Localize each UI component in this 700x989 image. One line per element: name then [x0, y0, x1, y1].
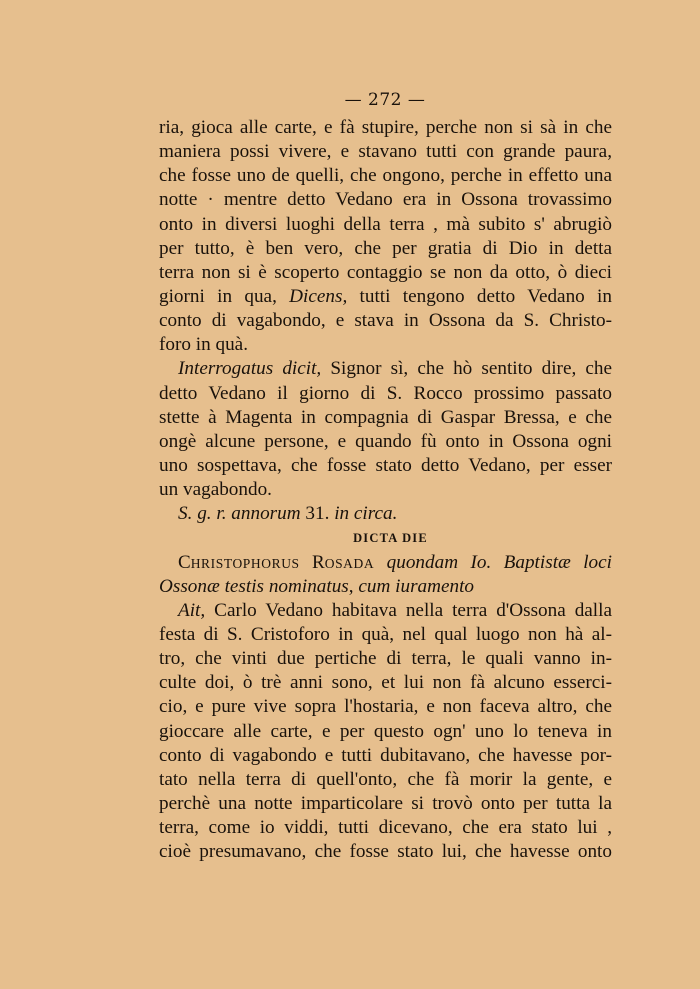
text-line [159, 502, 612, 526]
smallcaps-run: OSADA [324, 555, 375, 571]
italic-run: Ossonæ testis nominatus [159, 575, 349, 597]
italic-run: Interrogatus dicit, [178, 358, 322, 380]
text-line: terra non si è scoperto contaggio se non da otto, ò dieci [159, 261, 612, 283]
italic-run: in circa. [334, 503, 398, 525]
text-line: notte · mentre detto Vedano era in Ossona trovassimo [159, 189, 612, 211]
text-line: cioè presumavano, che fosse stato lui, che havesse onto [159, 841, 612, 863]
text-line: un vagabondo. [159, 479, 272, 501]
text-line: detto Vedano il giorno di S. Rocco prossimo passato [159, 382, 612, 404]
section-heading: DICTA DIE [353, 531, 428, 546]
text-run: giorni in qua, [159, 285, 290, 307]
text-line: terra, come io viddi, tutti dicevano, che era stato lui , [159, 817, 612, 839]
italic-run: cum iuramento [358, 575, 475, 597]
smallcaps-initial: R [299, 551, 325, 573]
text-line: per tutto, è ben vero, che per gratia di Dio in detta [159, 237, 612, 259]
text-line: gioccare alle carte, e per questo ogn' uno lo teneva in [159, 720, 612, 742]
text-line [159, 575, 612, 599]
smallcaps-initial: C [178, 551, 191, 573]
text-line: foro in quà. [159, 334, 248, 356]
text-line: ongè alcune persone, e quando fù onto in Ossona ogni [159, 430, 612, 452]
smallcaps-run: HRISTOPHORUS [190, 555, 300, 571]
italic-run: S. g. r. annorum [178, 503, 301, 525]
text-line: onto in diversi luoghi della terra , mà subito s' abrugiò [159, 213, 612, 235]
text-line: ria, gioca alle carte, e fà stupire, perche non si sà in che [159, 117, 612, 138]
text-run: Carlo Vedano habitava nella terra d'Ossona dalla [205, 599, 612, 621]
text-line: festa di S. Cristoforo in quà, nel qual luogo non hà al- [159, 623, 612, 645]
text-line: maniera possi vivere, e stavano tutti con grande paura, [159, 141, 612, 163]
italic-run: Ait, [178, 599, 206, 621]
text-line [159, 599, 612, 623]
text-line: tro, che vinti due pertiche di terra, le quali vanno in- [159, 648, 612, 670]
text-line: che fosse uno de quelli, che ongono, perche in effetto una [159, 165, 612, 187]
text-run: tutti tengono detto Vedano in [347, 285, 612, 307]
text-line: cio, e pure vive sopra l'hostaria, e non faceva altro, che [159, 696, 612, 718]
text-line [159, 285, 612, 309]
text-line: stette à Magenta in compagnia di Gaspar Bressa, e che [159, 406, 612, 428]
text-run: , [348, 575, 359, 597]
text-line: conto di vagabondo e tutti dubitavano, che havesse por- [159, 744, 612, 766]
text-line: tato nella terra di quell'onto, che fà morir la gente, e [159, 768, 612, 790]
text-line [159, 551, 612, 575]
text-run: 31. [300, 503, 335, 525]
italic-run: Dicens, [289, 285, 348, 307]
text-run: Signor sì, che hò sentito dire, che [321, 358, 612, 380]
page-number: — 272 — [344, 90, 426, 110]
text-line: uno sospettava, che fosse stato detto Vedano, per esser [159, 454, 612, 476]
text-line: culte doi, ò trè anni sono, et lui non fà alcuno esserci- [159, 672, 612, 694]
text-line: conto di vagabondo, e stava in Ossona da S. Christo- [159, 310, 612, 332]
italic-run: quondam Io. Baptistæ loci [374, 551, 612, 573]
text-line [159, 357, 612, 381]
body-text [159, 116, 612, 864]
text-line: perchè una notte imparticolare si trovò onto per tutta la [159, 792, 612, 814]
